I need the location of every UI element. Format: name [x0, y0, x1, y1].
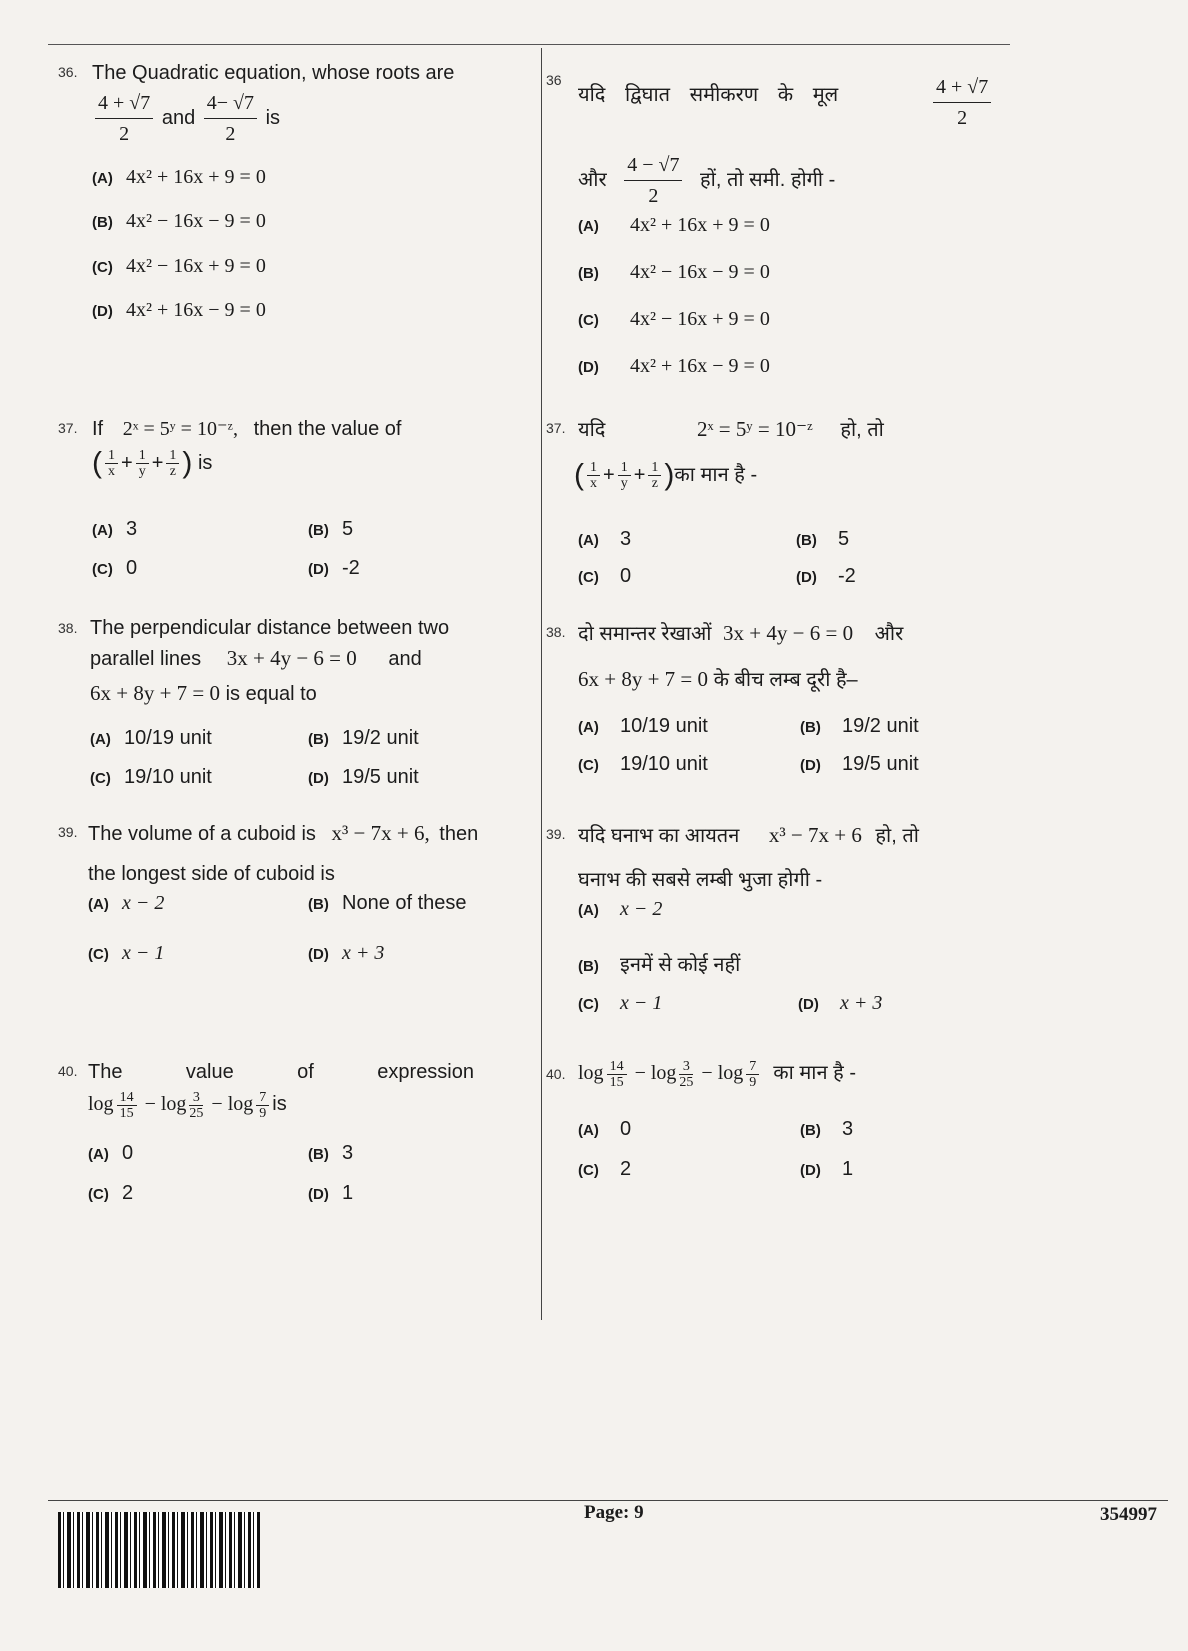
- option-b[interactable]: (B) None of these: [308, 892, 467, 914]
- option-d[interactable]: (D) -2: [308, 557, 360, 579]
- question-39-en: [88, 818, 538, 889]
- question-number: 38.: [58, 620, 78, 636]
- option-c[interactable]: (C) 4x² − 16x + 9 = 0: [92, 255, 266, 277]
- option-a[interactable]: (A) 10/19 unit: [90, 727, 212, 749]
- option-a[interactable]: (A) x − 2: [578, 898, 663, 920]
- question-number: 37.: [58, 420, 78, 436]
- option-c[interactable]: (C) 0: [92, 557, 138, 579]
- question-text: 6x + 8y + 7 = 0 is equal to: [90, 681, 317, 705]
- question-number: 38.: [546, 624, 566, 640]
- question-number: 39.: [546, 826, 566, 842]
- option-a[interactable]: (A) 0: [578, 1118, 632, 1140]
- question-text: If 2ˣ = 5ʸ = 10⁻ᶻ, then the value of: [92, 418, 402, 440]
- barcode: [58, 1512, 260, 1588]
- question-text: parallel lines 3x + 4y − 6 = 0 and: [90, 646, 422, 670]
- top-rule: [48, 44, 1010, 45]
- page-number: Page: 9: [584, 1502, 644, 1523]
- option-a[interactable]: (A) 10/19 unit: [578, 715, 708, 737]
- option-c[interactable]: (C) x − 1: [88, 942, 165, 964]
- option-b[interactable]: (B) 19/2 unit: [308, 727, 419, 749]
- reciprocal-expression: ( $\frac{1}{x}$ + $\frac{1}{y}$ + $\frac{1}{z}$ )का मान है -: [574, 458, 758, 492]
- question-40-en: [88, 1057, 474, 1121]
- question-text: घनाभ की सबसे लम्बी भुजा होगी -: [578, 869, 823, 891]
- question-38-hi: दो समान्तर रेखाओं 3x + 4y − 6 = 0 और: [578, 621, 904, 645]
- document-code: 354997: [1100, 1504, 1157, 1525]
- option-a[interactable]: (A) 4x² + 16x + 9 = 0: [92, 166, 266, 188]
- question-text: यदि द्विघात समीकरण के मूल: [578, 84, 839, 106]
- question-text: The volume of a cuboid is x³ − 7x + 6, then: [88, 821, 479, 845]
- question-37-en: [92, 414, 512, 479]
- fraction: $\frac{4 + √7}{2}$: [933, 72, 991, 133]
- option-d[interactable]: (D) x + 3: [798, 992, 883, 1014]
- question-39-hi: यदि घनाभ का आयतन x³ − 7x + 6 हो, तो: [578, 823, 919, 847]
- option-c[interactable]: (C) 0: [578, 565, 632, 587]
- question-number: 36: [546, 72, 562, 88]
- bottom-rule: [48, 1500, 1168, 1501]
- option-d[interactable]: (D) 19/5 unit: [308, 766, 419, 788]
- log-expression: log $\frac{14}{15}$ − log $\frac{3}{25}$ − log $\frac{7}{9}$ is: [88, 1089, 287, 1121]
- option-a[interactable]: (A) 4x² + 16x + 9 = 0: [578, 214, 770, 236]
- option-d[interactable]: (D) -2: [796, 565, 856, 587]
- option-c[interactable]: (C) 2: [88, 1182, 134, 1204]
- fraction: $\frac{4 + √7}{2}$: [95, 88, 153, 149]
- question-37-hi: यदि 2ˣ = 5ʸ = 10⁻ᶻ हो, तो: [578, 417, 884, 441]
- option-d[interactable]: (D) 4x² + 16x − 9 = 0: [92, 299, 266, 321]
- option-d[interactable]: (D) 1: [800, 1158, 854, 1180]
- question-40-hi: log $\frac{14}{15}$ − log $\frac{3}{25}$ − log $\frac{7}{9}$ का मान है -: [578, 1058, 856, 1090]
- option-c[interactable]: (C) x − 1: [578, 992, 663, 1014]
- option-b[interactable]: (B) 19/2 unit: [800, 715, 919, 737]
- question-36-en: [92, 58, 512, 149]
- question-number: 39.: [58, 824, 78, 840]
- option-a[interactable]: (A) 3: [92, 518, 138, 540]
- question-number: 40.: [546, 1066, 566, 1082]
- reciprocal-expression: ( $\frac{1}{x}$ + $\frac{1}{y}$ + $\frac{1}{z}$ ) is: [92, 446, 213, 480]
- option-b[interactable]: (B) 5: [796, 528, 850, 550]
- option-d[interactable]: (D) 4x² + 16x − 9 = 0: [578, 355, 770, 377]
- option-b[interactable]: (B) इनमें से कोई नहीं: [578, 954, 741, 976]
- column-divider: [541, 48, 542, 1320]
- roots-expression: [930, 72, 994, 133]
- option-c[interactable]: (C) 2: [578, 1158, 632, 1180]
- option-b[interactable]: (B) 4x² − 16x − 9 = 0: [92, 210, 266, 232]
- fraction: $\frac{4- √7}{2}$: [204, 88, 257, 149]
- question-text: the longest side of cuboid is: [88, 863, 335, 885]
- option-d[interactable]: (D) x + 3: [308, 942, 385, 964]
- question-number: 36.: [58, 64, 78, 80]
- question-number: 40.: [58, 1063, 78, 1079]
- question-text: The Quadratic equation, whose roots are: [92, 62, 455, 84]
- option-c[interactable]: (C) 4x² − 16x + 9 = 0: [578, 308, 770, 330]
- option-b[interactable]: (B) 4x² − 16x − 9 = 0: [578, 261, 770, 283]
- question-text: और $\frac{4 - √7}{2}$ हों, तो समी. होगी -: [578, 150, 835, 211]
- question-38-en: [90, 613, 530, 709]
- option-b[interactable]: (B) 3: [308, 1142, 354, 1164]
- option-b[interactable]: (B) 5: [308, 518, 354, 540]
- question-text: The value of expression: [88, 1061, 474, 1083]
- question-number: 37.: [546, 420, 566, 436]
- option-a[interactable]: (A) 3: [578, 528, 632, 550]
- option-c[interactable]: (C) 19/10 unit: [90, 766, 212, 788]
- option-a[interactable]: (A) 0: [88, 1142, 134, 1164]
- question-text: The perpendicular distance between two: [90, 617, 450, 639]
- option-b[interactable]: (B) 3: [800, 1118, 854, 1140]
- option-a[interactable]: (A) x − 2: [88, 892, 165, 914]
- roots-expression: $\frac{4 + √7}{2}$ and $\frac{4- √7}{2}$ is: [92, 88, 512, 149]
- question-text: 6x + 8y + 7 = 0 के बीच लम्ब दूरी है–: [578, 667, 858, 691]
- option-d[interactable]: (D) 1: [308, 1182, 354, 1204]
- option-c[interactable]: (C) 19/10 unit: [578, 753, 708, 775]
- option-d[interactable]: (D) 19/5 unit: [800, 753, 919, 775]
